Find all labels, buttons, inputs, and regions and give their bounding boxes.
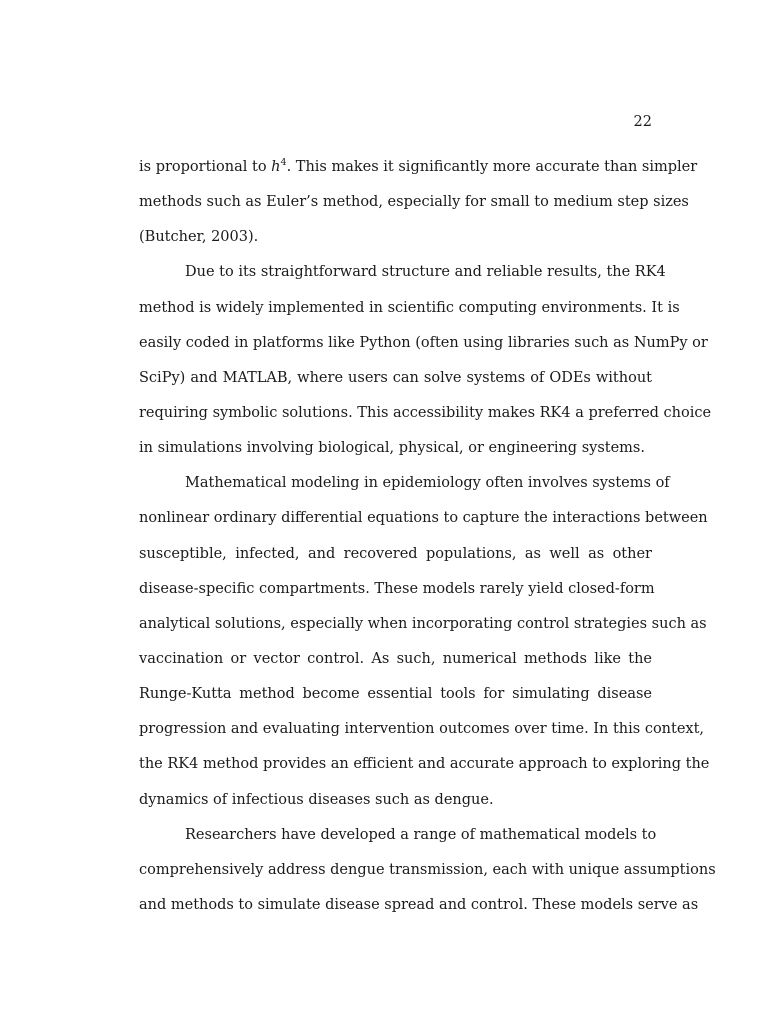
text-line: analytical solutions, especially when incorporating control strategies such as [139, 615, 707, 632]
text-line: (Butcher, 2003). [139, 229, 259, 246]
paragraph [139, 821, 716, 926]
text-line: SciPy) and MATLAB, where users can solve systems of ODEs without [139, 369, 652, 386]
paragraph [139, 258, 712, 469]
text-line: Due to its straightforward structure and reliable results, the RK4 [185, 264, 666, 281]
text-line: in simulations involving biological, physical, or engineering systems. [139, 440, 645, 457]
text-line: Researchers have developed a range of mathematical models to [185, 826, 657, 843]
page-number: 22 [633, 114, 652, 130]
text-line: disease-specific compartments. These models rarely yield closed-form [139, 580, 655, 597]
paragraph [139, 153, 698, 258]
text-line: methods such as Euler’s method, especially for small to medium step sizes [139, 194, 689, 211]
math-variable: h [271, 159, 281, 175]
text-line: progression and evaluating intervention outcomes over time. In this context, [139, 721, 705, 738]
text-line: Mathematical modeling in epidemiology often involves systems of [185, 475, 670, 492]
text-line: dynamics of infectious diseases such as dengue. [139, 791, 494, 808]
text-line: is proportional to $h^4$. This makes it significantly more accurate than simpler [139, 157, 698, 175]
text-line: vaccination or vector control. As such, numerical methods like the [139, 650, 652, 667]
text-line: susceptible, infected, and recovered populations, as well as other [139, 545, 652, 562]
paragraph [139, 469, 710, 820]
text-line: the RK4 method provides an efficient and accurate approach to exploring the [139, 756, 710, 773]
text-line: requiring symbolic solutions. This accessibility makes RK4 a preferred choice [139, 404, 712, 421]
math-exponent: 4 [280, 157, 287, 168]
body-text [139, 153, 716, 926]
text-line: nonlinear ordinary differential equations to capture the interactions between [139, 510, 708, 527]
text-line: and methods to simulate disease spread and control. These models serve as [139, 896, 699, 913]
text-line: Runge-Kutta method become essential tools for simulating disease [139, 686, 652, 703]
text-line: easily coded in platforms like Python (often using libraries such as NumPy or [139, 334, 708, 351]
text-line: method is widely implemented in scientific computing environments. It is [139, 299, 680, 316]
text-line: comprehensively address dengue transmission, each with unique assumptions [139, 861, 716, 878]
